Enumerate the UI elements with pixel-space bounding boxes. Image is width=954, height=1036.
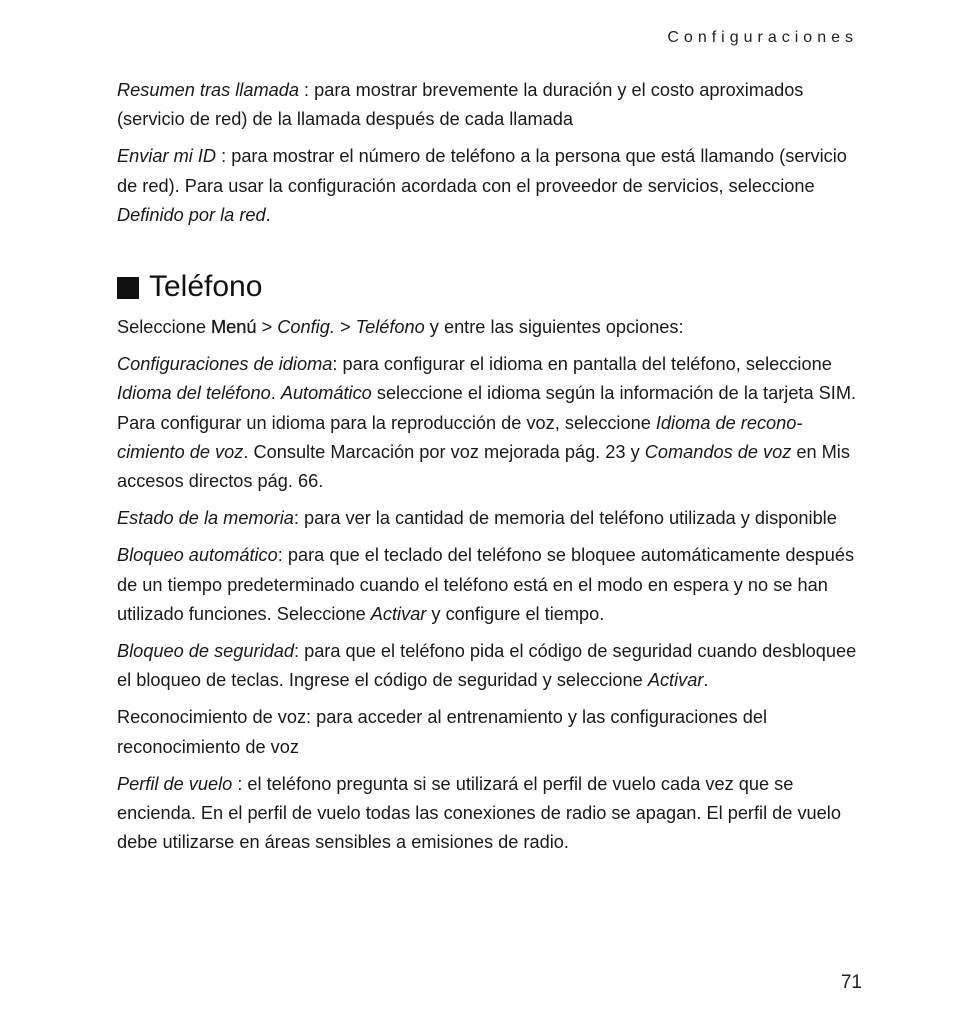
option-network-defined: Definido por la red: [117, 204, 266, 225]
section-heading: [117, 267, 865, 307]
term-call-summary: Resumen tras llamada: [117, 80, 299, 100]
paragraph-memory-status: Estado de la memoria: para ver la cantidad de memoria del teléfono utilizada y disponible: [117, 508, 837, 529]
square-bullet-icon: [117, 277, 139, 299]
paragraph-voice-recognition: Reconocimiento de voz: para acceder al entrenamiento y las configuraciones del reconocimiento de voz: [117, 707, 768, 757]
term-flight-profile: Perfil de vuelo: [117, 773, 233, 794]
menu-phone: Teléfono: [355, 317, 425, 338]
menu-config: Config.: [277, 317, 335, 338]
term-memory-status: Estado de la memoria: [117, 508, 294, 529]
paragraph-flight-profile: Perfil de vuelo : el teléfono pregunta si se utilizará el perfil de vuelo cada vez que se encienda. En el perfil de vuelo todas las conexiones de radio se apagan. El perfil de vuelo debe utilizarse en áreas sensibles a emisiones de radio.: [117, 773, 841, 853]
menu-keyword: Menú: [211, 317, 257, 338]
term-language-settings: Configuraciones de idioma: [117, 354, 333, 375]
section-title: Teléfono: [149, 270, 263, 304]
term-auto-lock: Bloqueo automático: [117, 545, 278, 566]
running-header: Configuraciones: [667, 29, 858, 46]
term-security-lock: Bloqueo de seguridad: [117, 641, 294, 662]
paragraph-menu-path: Seleccione Menú > Config. > Teléfono y entre las siguientes opciones:: [117, 317, 684, 338]
term-send-my-id: Enviar mi ID: [117, 146, 217, 167]
page-content: [117, 76, 865, 865]
paragraph-auto-lock: Bloqueo automático: para que el teclado del teléfono se bloquee automáticamente después de un tiempo predeterminado cuando el teléfono está en el modo en espera y no se han utilizado funciones. Seleccione Activar y configure el tiempo.: [117, 545, 855, 624]
paragraph-language-settings: Configuraciones de idioma: para configurar el idioma en pantalla del teléfono, seleccione Idioma del teléfono. Automático seleccione el idioma según la información de la tarjeta SIM. Para configurar un idioma para la reproducción de voz, seleccione Idioma de recono-cimiento de voz. Consulte Marcación por voz mejorada pág. 23 y Comandos de voz en Mis accesos directos pág. 66.: [117, 354, 857, 492]
paragraph-call-summary: Resumen tras llamada : para mostrar brevemente la duración y el costo aproximados (servicio de red) de la llamada después de cada llamada: [117, 80, 804, 130]
page-number: 71: [840, 972, 862, 993]
paragraph-send-my-id: Enviar mi ID : para mostrar el número de teléfono a la persona que está llamando (servicio de red). Para usar la configuración acordada con el proveedor de servicios, seleccione Definido por la red.: [117, 146, 847, 225]
paragraph-security-lock: Bloqueo de seguridad: para que el teléfono pida el código de seguridad cuando desbloquee el bloqueo de teclas. Ingrese el código de seguridad y seleccione Activar.: [117, 641, 857, 691]
